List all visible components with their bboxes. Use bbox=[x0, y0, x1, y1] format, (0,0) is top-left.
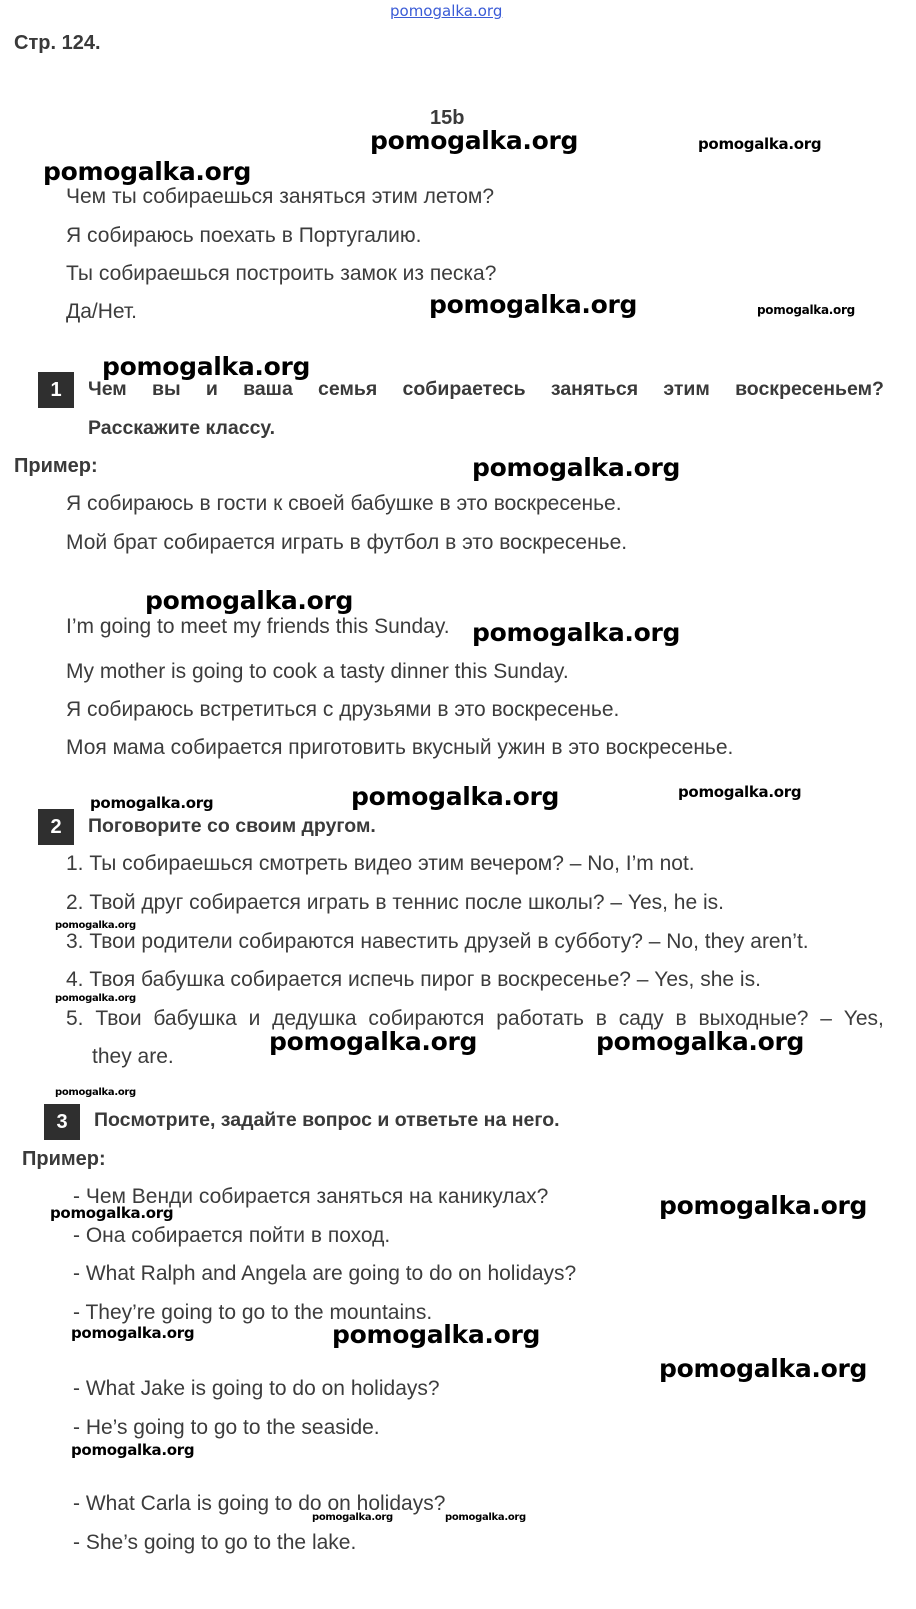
example-line: Мой брат собирается играть в футбол в это воскресенье. bbox=[66, 531, 628, 554]
item-word: и bbox=[248, 1007, 261, 1030]
watermark: pomogalka.org bbox=[659, 1354, 868, 1383]
dialogue-line: - What Jake is going to do on holidays? bbox=[73, 1377, 440, 1400]
item-word: 5. bbox=[66, 1007, 84, 1030]
watermark: pomogalka.org bbox=[55, 1087, 136, 1098]
dialogue-line: - He’s going to go to the seaside. bbox=[73, 1416, 380, 1439]
dialogue-item: 4. Твоя бабушка собирается испечь пирог в воскресенье? – Yes, she is. bbox=[66, 968, 761, 991]
item-word: Yes, bbox=[843, 1007, 884, 1030]
exercise-number-badge: 2 bbox=[38, 809, 74, 845]
dialogue-item: 2. Твой друг собирается играть в теннис после школы? – Yes, he is. bbox=[66, 891, 725, 914]
watermark: pomogalka.org bbox=[71, 1324, 195, 1342]
watermark: pomogalka.org bbox=[90, 794, 214, 812]
watermark: pomogalka.org bbox=[698, 135, 822, 153]
page-label: Стр. 124. bbox=[14, 32, 101, 54]
intro-line: Да/Нет. bbox=[66, 300, 138, 323]
item-word: саду bbox=[618, 1007, 664, 1030]
dialogue-item-continuation: they are. bbox=[92, 1045, 174, 1068]
answer-line: Моя мама собирается приготовить вкусный ужин в это воскресенье. bbox=[66, 736, 734, 759]
task-word: семья bbox=[318, 378, 378, 400]
intro-line: Я собираюсь поехать в Португалию. bbox=[66, 224, 422, 247]
section-title: 15b bbox=[430, 107, 465, 129]
watermark: pomogalka.org bbox=[269, 1027, 478, 1056]
watermark: pomogalka.org bbox=[55, 920, 136, 931]
example-line: Я собираюсь в гости к своей бабушке в это воскресенье. bbox=[66, 492, 622, 515]
watermark: pomogalka.org bbox=[429, 290, 638, 319]
dialogue-line: - Чем Венди собирается заняться на каникулах? bbox=[73, 1185, 549, 1208]
answer-line: Я собираюсь встретиться с друзьями в это воскресенье. bbox=[66, 698, 620, 721]
item-word: Твои bbox=[95, 1007, 142, 1030]
dialogue-line: - Она собирается пойти в поход. bbox=[73, 1224, 391, 1247]
item-word: выходные? bbox=[698, 1007, 809, 1030]
watermark: pomogalka.org bbox=[71, 1441, 195, 1459]
watermark: pomogalka.org bbox=[50, 1204, 174, 1222]
watermark: pomogalka.org bbox=[596, 1027, 805, 1056]
task-word: воскресеньем? bbox=[735, 378, 884, 400]
dialogue-item: 3. Твои родители собираются навестить друзей в субботу? – No, they aren’t. bbox=[66, 930, 809, 953]
exercise-number-badge: 3 bbox=[44, 1104, 80, 1140]
intro-line: Ты собираешься построить замок из песка? bbox=[66, 262, 497, 285]
watermark: pomogalka.org bbox=[472, 618, 681, 647]
site-link[interactable]: pomogalka.org bbox=[390, 2, 503, 20]
watermark: pomogalka.org bbox=[145, 586, 354, 615]
watermark: pomogalka.org bbox=[659, 1191, 868, 1220]
example-label: Пример: bbox=[22, 1148, 106, 1170]
watermark: pomogalka.org bbox=[472, 453, 681, 482]
task-word: ваша bbox=[243, 378, 293, 400]
watermark: pomogalka.org bbox=[757, 303, 855, 317]
dialogue-item: 1. Ты собираешься смотреть видео этим вечером? – No, I’m not. bbox=[66, 852, 695, 875]
exercise-1-task-line2: Расскажите классу. bbox=[88, 417, 275, 439]
task-word: и bbox=[205, 378, 218, 400]
task-word: Чем bbox=[88, 378, 127, 400]
task-word: заняться bbox=[550, 378, 639, 400]
task-word: собираетесь bbox=[402, 378, 526, 400]
exercise-2-task: Поговорите со своим другом. bbox=[88, 815, 376, 837]
item-word: в bbox=[595, 1007, 607, 1030]
watermark: pomogalka.org bbox=[351, 782, 560, 811]
watermark: pomogalka.org bbox=[445, 1512, 526, 1523]
watermark: pomogalka.org bbox=[102, 352, 311, 381]
item-word: бабушка bbox=[153, 1007, 237, 1030]
dialogue-line: - She’s going to go to the lake. bbox=[73, 1531, 357, 1554]
watermark: pomogalka.org bbox=[55, 993, 136, 1004]
dialogue-line: - What Carla is going to do on holidays? bbox=[73, 1492, 446, 1515]
dialogue-line: - What Ralph and Angela are going to do on holidays? bbox=[73, 1262, 577, 1285]
item-word: в bbox=[675, 1007, 687, 1030]
item-word: – bbox=[820, 1007, 832, 1030]
example-label: Пример: bbox=[14, 455, 98, 477]
watermark: pomogalka.org bbox=[332, 1320, 541, 1349]
watermark: pomogalka.org bbox=[43, 157, 252, 186]
exercise-3-task: Посмотрите, задайте вопрос и ответьте на него. bbox=[94, 1109, 560, 1131]
watermark: pomogalka.org bbox=[370, 126, 579, 155]
watermark: pomogalka.org bbox=[678, 783, 802, 801]
intro-line: Чем ты собираешься заняться этим летом? bbox=[66, 185, 495, 208]
exercise-number-badge: 1 bbox=[38, 372, 74, 408]
dialogue-line: - They’re going to go to the mountains. bbox=[73, 1301, 433, 1324]
task-word: этим bbox=[663, 378, 710, 400]
item-word: собираются bbox=[368, 1007, 485, 1030]
task-word: вы bbox=[151, 378, 181, 400]
answer-line: My mother is going to cook a tasty dinner this Sunday. bbox=[66, 660, 569, 683]
item-word: дедушка bbox=[272, 1007, 357, 1030]
item-word: работать bbox=[496, 1007, 584, 1030]
answer-line: I’m going to meet my friends this Sunday. bbox=[66, 615, 450, 638]
watermark: pomogalka.org bbox=[312, 1512, 393, 1523]
